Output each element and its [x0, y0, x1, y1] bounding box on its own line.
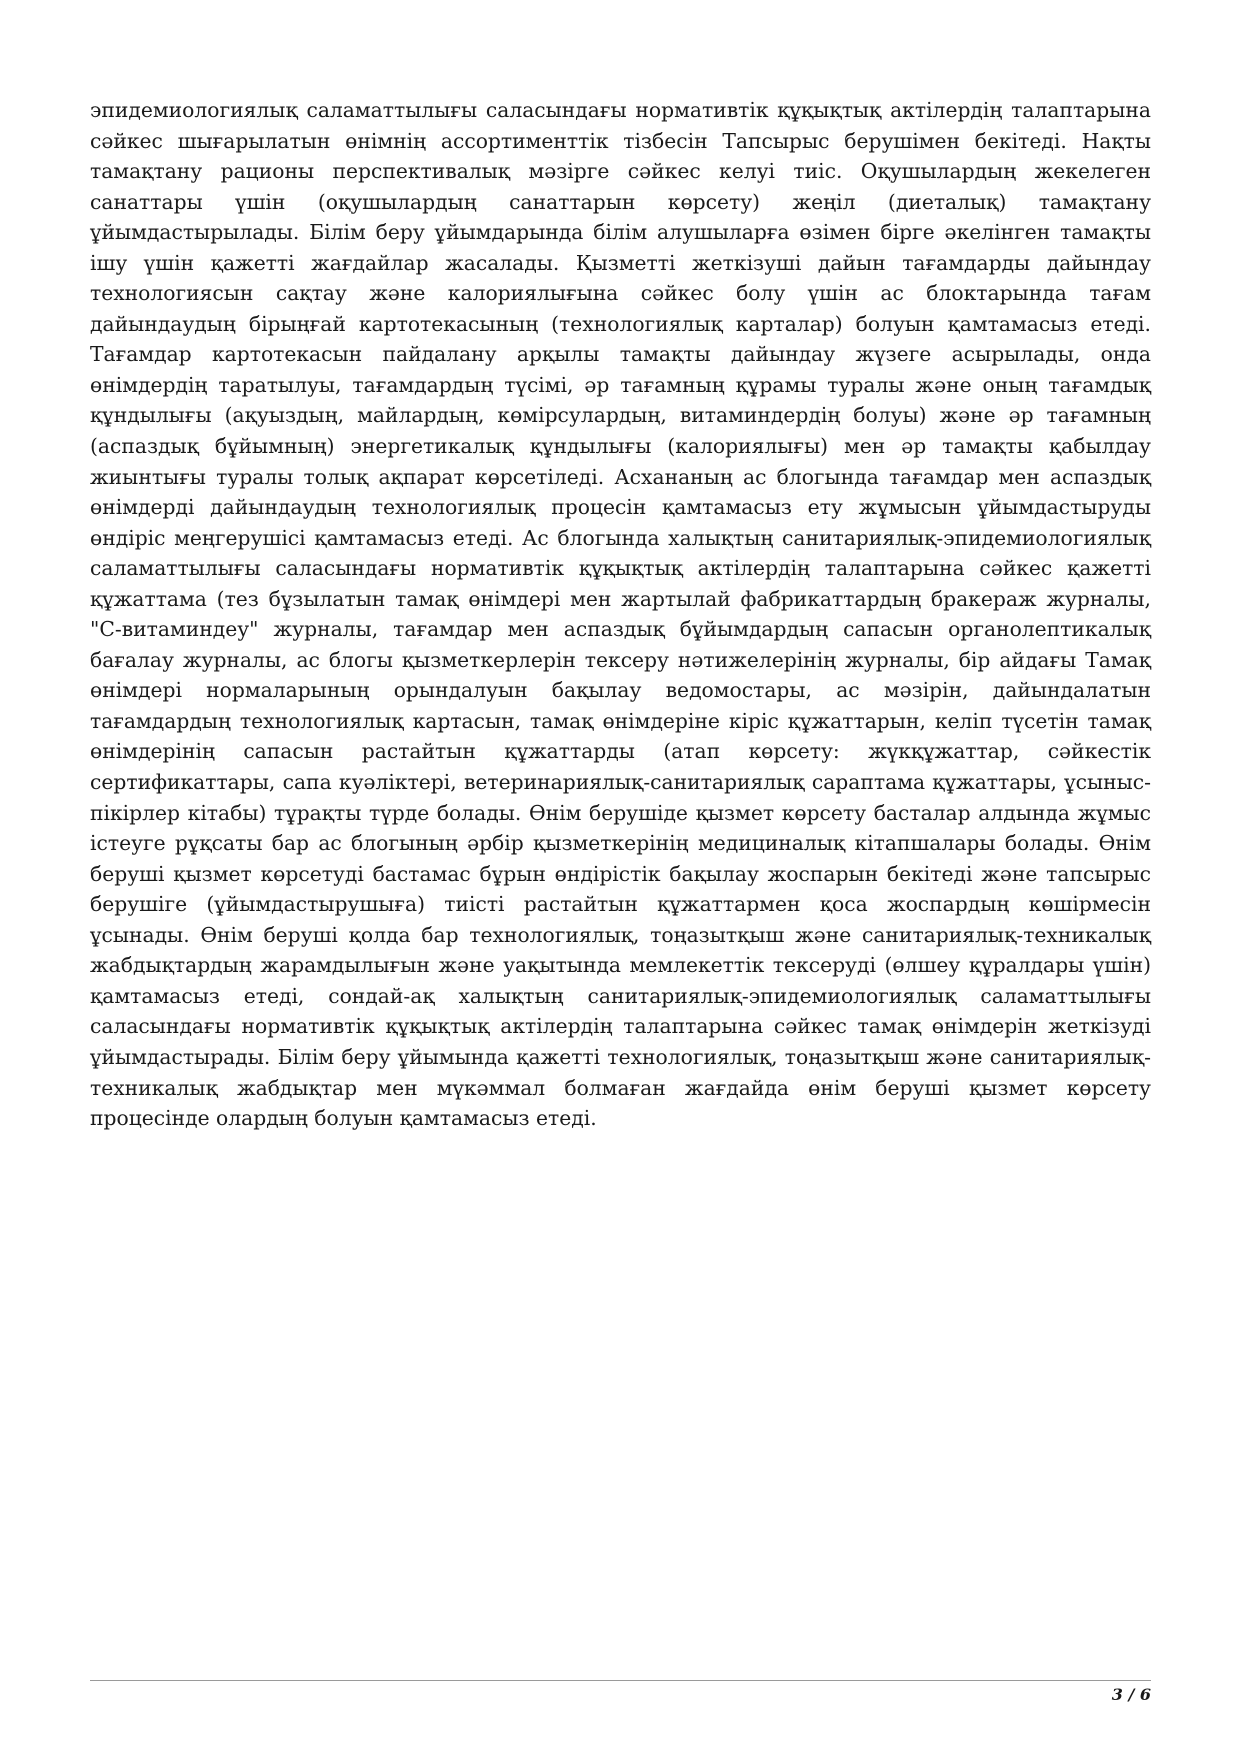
footer-divider: [90, 1680, 1151, 1681]
body-paragraph: эпидемиологиялық саламаттылығы саласындағы нормативтік құқықтық актілердің талаптарына сәйкес шығарылатын өнімнің ассортименттік тізбесін Тапсырыс берушімен бекітеді. Нақты тамақтану рационы перспективалық мәзірге сәйкес келуі тиіс. Оқушылардың жекелеген санаттары үшін (оқушылардың санаттарын көрсету) жеңіл (диеталық) тамақтану ұйымдастырылады. Білім беру ұйымдарында білім алушыларға өзімен бірге әкелінген тамақты ішу үшін қажетті жағдайлар жасалады. Қызметті жеткізуші дайын тағамдарды дайындау технологиясын сақтау және калориялығына сәйкес болу үшін ас блоктарында тағам дайындаудың бірыңғай картотекасының (технологиялық карталар) болуын қамтамасыз етеді. Тағамдар картотекасын пайдалану арқылы тамақты дайындау жүзеге асырылады, онда өнімдердің таратылуы, тағамдардың түсімі, әр тағамның құрамы туралы және оның тағамдық құндылығы (ақуыздың, майлардың, көмірсулардың, витаминдердің болуы) және әр тағамның (аспаздық бұйымның) энергетикалық құндылығы (калориялығы) мен әр тамақты қабылдау жиынтығы туралы толық ақпарат көрсетіледі. Асхананың ас блогында тағамдар мен аспаздық өнімдерді дайындаудың технологиялық процесін қамтамасыз ету жұмысын ұйымдастыруды өндіріс меңгерушісі қамтамасыз етеді. Ас блогында халықтың санитариялық-эпидемиологиялық саламаттылығы саласындағы нормативтік құқықтық актілердің талаптарына сәйкес қажетті құжаттама (тез бұзылатын тамақ өнімдері мен жартылай фабрикаттардың бракераж журналы, "С-витаминдеу" журналы, тағамдар мен аспаздық бұйымдардың сапасын органолептикалық бағалау журналы, ас блогы қызметкерлерін тексеру нәтижелерінің журналы, бір айдағы Тамақ өнімдері нормаларының орындалуын бақылау ведомостары, ас мәзірін, дайындалатын тағамдардың технологиялық картасын, тамақ өнімдеріне кіріс құжаттарын, келіп түсетін тамақ өнімдерінің сапасын растайтын құжаттарды (атап көрсету: жүкқұжаттар, сәйкестік сертификаттары, сапа куәліктері, ветеринариялық-санитариялық сараптама құжаттары, ұсыныс-пікірлер кітабы) тұрақты түрде болады. Өнім берушіде қызмет көрсету басталар алдында жұмыс істеуге рұқсаты бар ас блогының әрбір қызметкерінің медициналық кітапшалары болады. Өнім беруші қызмет көрсетуді бастамас бұрын өндірістік бақылау жоспарын бекітеді және тапсырыс берушіге (ұйымдастырушыға) тиісті растайтын құжаттармен қоса жоспардың көшірмесін ұсынады. Өнім беруші қолда бар технологиялық, тоңазытқыш және санитариялық-техникалық жабдықтардың жарамдылығын және уақытында мемлекеттік тексеруді (өлшеу құралдары үшін) қамтамасыз етеді, сондай-ақ халықтың санитариялық-эпидемиологиялық саламаттылығы саласындағы нормативтік құқықтық актілердің талаптарына сәйкес тамақ өнімдерін жеткізуді ұйымдастырады. Білім беру ұйымында қажетті технологиялық, тоңазытқыш және санитариялық-техникалық жабдықтар мен мүкәммал болмаған жағдайда өнім беруші қызмет көрсету процесінде олардың болуын қамтамасыз етеді.: [90, 98, 1151, 1131]
page-number: 3 / 6: [1111, 1685, 1151, 1704]
